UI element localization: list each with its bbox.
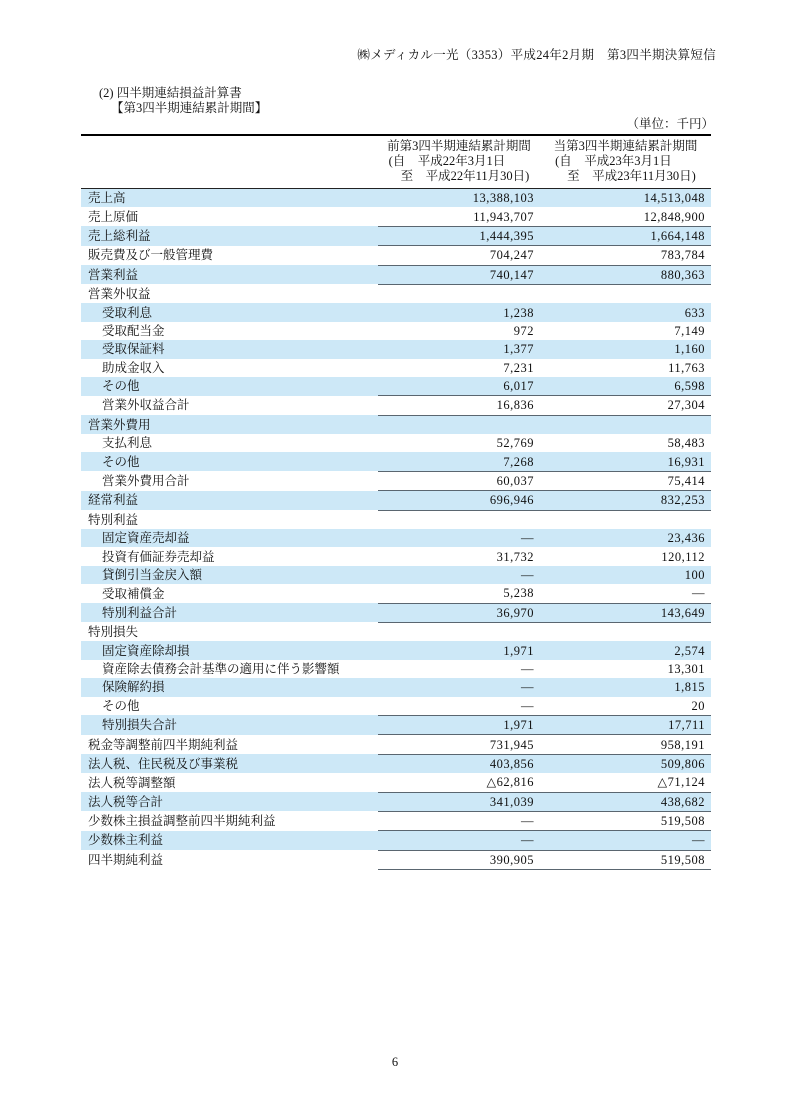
row-label: 営業外費用	[81, 415, 378, 434]
row-value-previous: ―	[378, 678, 540, 696]
column-title-previous: 前第3四半期連結累計期間	[387, 139, 531, 153]
row-value-current: 14,513,048	[540, 189, 711, 208]
table-row	[81, 735, 711, 754]
row-label: 経常利益	[81, 491, 378, 510]
table-row	[81, 434, 711, 452]
row-label: 受取利息	[81, 303, 378, 321]
document-header: ㈱メディカル一光（3353）平成24年2月期 第3四半期決算短信	[357, 48, 716, 62]
row-label: 受取保証料	[81, 340, 378, 358]
table-header-row	[81, 135, 711, 189]
row-value-current	[540, 510, 711, 529]
row-value-previous: 341,039	[378, 792, 540, 811]
row-value-previous: 11,943,707	[378, 207, 540, 226]
period-from-previous: (自 平成22年3月1日	[388, 154, 506, 168]
row-value-previous: 52,769	[496, 436, 534, 451]
row-label: 営業外収益合計	[102, 398, 190, 413]
row-value-previous: ―	[378, 831, 540, 850]
table-row	[81, 697, 711, 716]
row-value-current: 509,806	[540, 754, 711, 773]
row-value-previous: 390,905	[378, 850, 540, 869]
row-value-current	[540, 284, 711, 303]
table-row	[81, 754, 711, 773]
table-row	[81, 811, 711, 830]
row-value-previous: 5,238	[378, 584, 540, 603]
table-row	[81, 678, 711, 696]
table-row	[81, 510, 711, 529]
row-value-previous: 13,388,103	[378, 189, 540, 208]
table-row	[81, 641, 711, 659]
row-value-previous: ―	[378, 529, 540, 547]
row-value-previous: ―	[378, 566, 540, 584]
row-value-previous: 704,247	[378, 246, 540, 265]
column-period-previous	[389, 154, 530, 184]
table-row	[81, 471, 711, 490]
row-value-previous: ―	[378, 697, 540, 716]
income-statement-table	[81, 134, 711, 870]
row-value-current: 27,304	[540, 396, 711, 415]
row-value-current: 143,649	[540, 603, 711, 622]
row-value-current: 100	[540, 566, 711, 584]
row-value-previous: 1,971	[378, 715, 540, 734]
row-label: 固定資産売却益	[81, 529, 378, 547]
table-row	[81, 284, 711, 303]
row-value-current: 519,508	[540, 850, 711, 869]
row-value-current: 519,508	[540, 811, 711, 830]
row-value-current: 17,711	[540, 715, 711, 734]
table-row	[81, 547, 711, 565]
column-header-previous-period	[378, 135, 540, 189]
row-value-previous: 972	[513, 323, 534, 338]
table-row	[81, 452, 711, 471]
table-row	[81, 265, 711, 284]
row-value-previous: 740,147	[378, 265, 540, 284]
row-label: 営業外費用合計	[102, 474, 190, 489]
period-from-current: (自 平成23年3月1日	[555, 154, 672, 168]
table-row	[81, 226, 711, 245]
table-row	[81, 831, 711, 850]
unit-label: （単位：千円）	[626, 117, 714, 131]
table-row	[81, 189, 711, 208]
row-label: 営業外収益	[88, 286, 151, 301]
period-to-current: 至 平成23年11月30日)	[567, 169, 696, 183]
section-subtitle: 【第3四半期連結累計期間】	[111, 101, 268, 115]
table-row	[81, 415, 711, 434]
row-value-current: 1,664,148	[540, 226, 711, 245]
row-label: 販売費及び一般管理費	[88, 248, 214, 263]
row-label: 法人税、住民税及び事業税	[81, 754, 378, 773]
table-row	[81, 340, 711, 358]
row-label: 特別損失	[88, 624, 139, 639]
row-value-previous: 1,377	[378, 340, 540, 358]
row-value-previous: ―	[521, 661, 534, 676]
row-label: 資産除去債務会計基準の適用に伴う影響額	[102, 661, 340, 676]
row-value-previous: 1,444,395	[378, 226, 540, 245]
row-label: 助成金収入	[102, 360, 165, 375]
page-number: 6	[391, 1055, 399, 1069]
row-label: 貸倒引当金戻入額	[81, 566, 378, 584]
row-value-current: 11,763	[668, 360, 705, 375]
row-value-current	[540, 622, 711, 641]
table-row	[81, 773, 711, 792]
row-value-current: 20	[540, 697, 711, 716]
column-title-current: 当第3四半期連結累計期間	[553, 139, 698, 153]
row-value-previous	[378, 284, 540, 303]
header-label-cell	[81, 135, 378, 189]
table-row	[81, 207, 711, 226]
table-row	[81, 792, 711, 811]
table-row	[81, 584, 711, 603]
table-row	[81, 491, 711, 510]
table-row	[81, 303, 711, 321]
row-value-previous: 1,238	[378, 303, 540, 321]
table-row	[81, 359, 711, 377]
row-value-current: 7,149	[674, 323, 705, 338]
row-label: 特別損失合計	[81, 715, 378, 734]
row-value-current: 58,483	[667, 436, 705, 451]
row-value-previous: △62,816	[378, 773, 540, 792]
table-row	[81, 603, 711, 622]
row-value-current: 16,931	[540, 452, 711, 471]
row-value-previous	[378, 510, 540, 529]
column-header-current-period	[540, 135, 711, 189]
row-value-previous: 6,017	[378, 377, 540, 396]
table-body	[81, 189, 711, 870]
row-value-current: 12,848,900	[540, 207, 711, 226]
table-row	[81, 660, 711, 678]
row-label: 売上総利益	[81, 226, 378, 245]
row-value-previous: 36,970	[378, 603, 540, 622]
row-label: 保険解約損	[81, 678, 378, 696]
row-value-previous: 403,856	[378, 754, 540, 773]
row-label: 少数株主損益調整前四半期純利益	[88, 814, 276, 829]
row-label: 特別利益合計	[81, 603, 378, 622]
row-value-previous: ―	[378, 811, 540, 830]
row-value-previous: 731,945	[378, 735, 540, 754]
row-label: 法人税等調整額	[88, 775, 176, 790]
row-label: 支払利息	[102, 436, 153, 451]
section-title: (2) 四半期連結損益計算書	[99, 86, 242, 100]
row-value-current: 438,682	[540, 792, 711, 811]
table-row	[81, 715, 711, 734]
row-label: 特別利益	[88, 512, 139, 527]
row-label: その他	[102, 698, 140, 713]
row-value-current: 120,112	[661, 549, 705, 564]
row-label: 固定資産除却損	[81, 641, 378, 659]
row-label: 四半期純利益	[88, 852, 164, 867]
column-period-current	[555, 154, 696, 184]
row-value-previous	[378, 622, 540, 641]
row-value-current: 1,160	[540, 340, 711, 358]
row-value-current: ―	[540, 831, 711, 850]
row-label: 売上原価	[88, 209, 139, 224]
row-value-current: 633	[540, 303, 711, 321]
row-value-current: 75,414	[540, 471, 711, 490]
table-row	[81, 322, 711, 340]
row-value-previous: 1,971	[378, 641, 540, 659]
row-label: 法人税等合計	[81, 792, 378, 811]
row-value-current: ―	[540, 584, 711, 603]
row-label: 税金等調整前四半期純利益	[88, 737, 239, 752]
row-label: 少数株主利益	[81, 831, 378, 850]
row-label: 受取補償金	[102, 586, 165, 601]
row-label: 売上高	[81, 189, 378, 208]
row-value-current: 2,574	[540, 641, 711, 659]
row-value-current: 958,191	[540, 735, 711, 754]
row-label: 営業利益	[81, 265, 378, 284]
row-value-current: 13,301	[667, 661, 705, 676]
row-value-current: 880,363	[540, 265, 711, 284]
row-value-previous: 7,231	[503, 360, 534, 375]
table-row	[81, 396, 711, 415]
table-row	[81, 566, 711, 584]
row-value-previous: 7,268	[378, 452, 540, 471]
row-value-current: △71,124	[540, 773, 711, 792]
row-value-current	[540, 415, 711, 434]
row-value-current: 832,253	[540, 491, 711, 510]
row-value-previous	[378, 415, 540, 434]
row-label: その他	[81, 377, 378, 396]
table-row	[81, 850, 711, 869]
row-value-current: 1,815	[540, 678, 711, 696]
row-value-previous: 31,732	[496, 549, 534, 564]
row-value-current: 6,598	[540, 377, 711, 396]
table-row	[81, 377, 711, 396]
row-value-previous: 696,946	[378, 491, 540, 510]
row-value-previous: 60,037	[378, 471, 540, 490]
table-row	[81, 622, 711, 641]
period-to-previous: 至 平成22年11月30日)	[400, 169, 530, 183]
row-label: その他	[81, 452, 378, 471]
row-label: 投資有価証券売却益	[102, 549, 215, 564]
table-row	[81, 529, 711, 547]
table-row	[81, 246, 711, 265]
row-value-current: 23,436	[540, 529, 711, 547]
row-value-previous: 16,836	[378, 396, 540, 415]
row-label: 受取配当金	[102, 323, 165, 338]
row-value-current: 783,784	[540, 246, 711, 265]
